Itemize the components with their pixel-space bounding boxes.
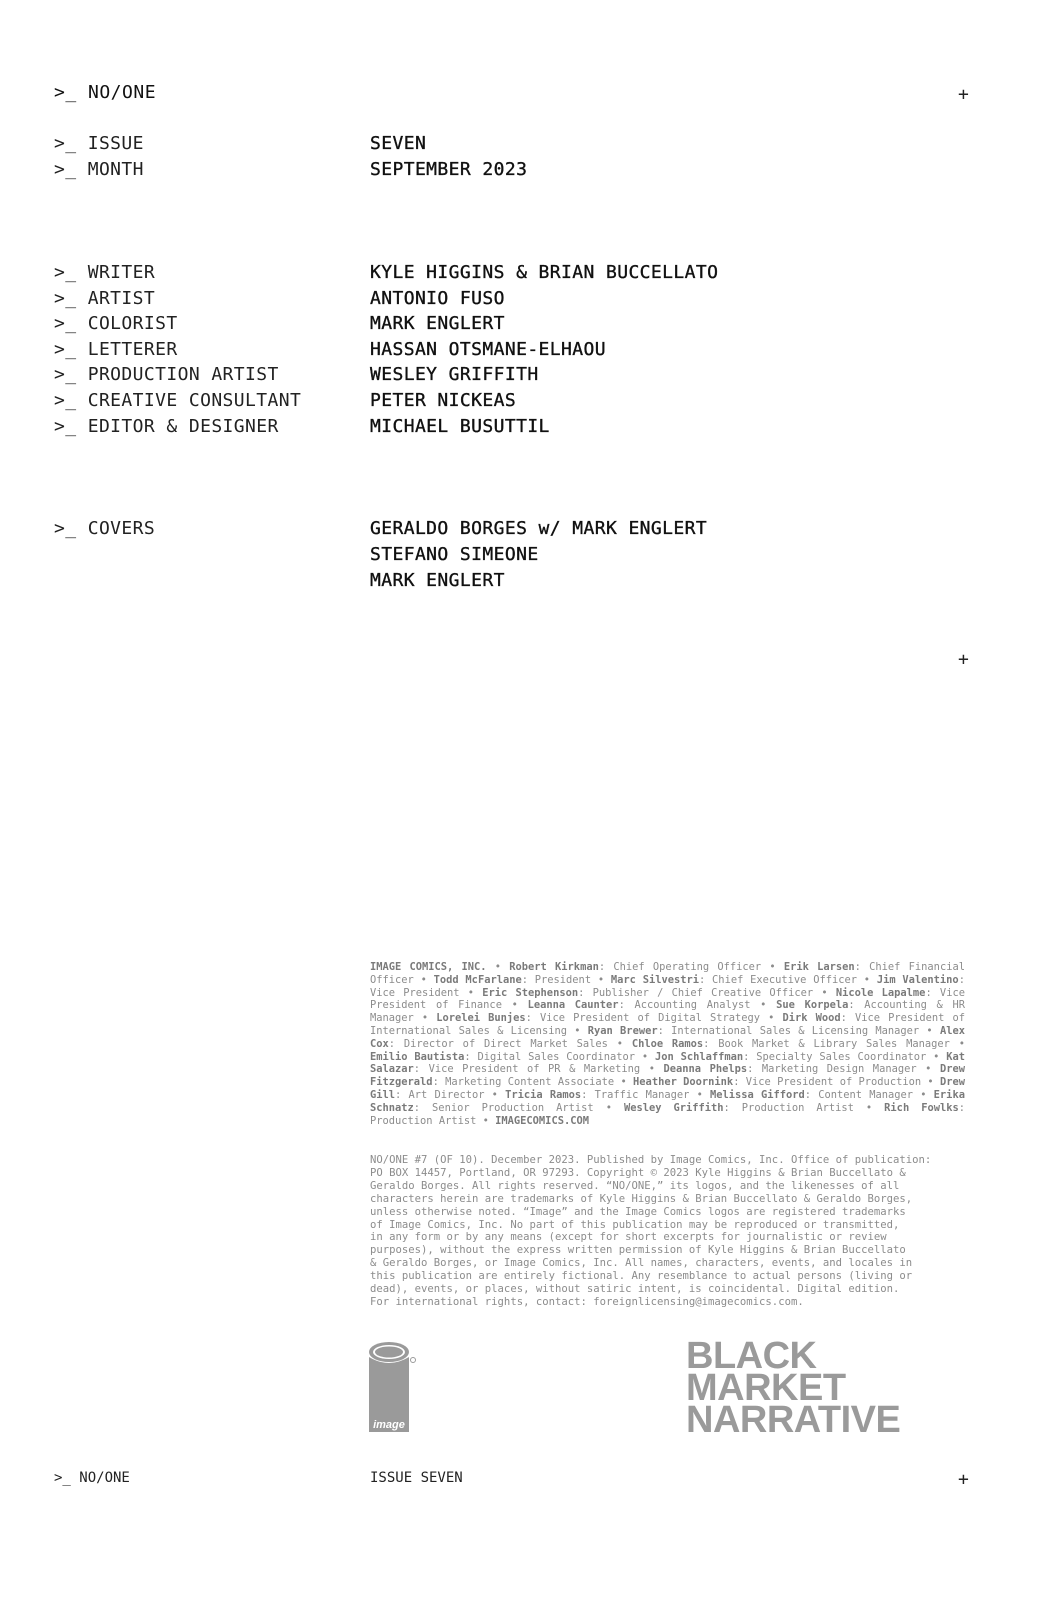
production-artist-label: >_ PRODUCTION ARTIST [54, 364, 279, 385]
legal-line: Geraldo Borges. All rights reserved. “NO/ONE,” its logos, and the likenesses of all [370, 1179, 900, 1192]
cover-artist-1: GERALDO BORGES w/ MARK ENGLERT [370, 518, 708, 539]
staff-name: Ryan Brewer [587, 1024, 658, 1037]
staff-name: Jim Valentino [876, 973, 959, 986]
staff-name: Emilio Bautista [370, 1050, 465, 1063]
staff-role: : Traffic Manager [581, 1088, 690, 1101]
editor-designer-label: >_ EDITOR & DESIGNER [54, 416, 279, 437]
staff-name: Kat Salazar [370, 1050, 965, 1076]
legal-line: unless otherwise noted. “Image” and the Image Comics logos are registered trademarks [370, 1205, 906, 1218]
staff-role: : Production Artist [370, 1101, 965, 1127]
staff-list: IMAGE COMICS, INC. • Robert Kirkman: Chief Operating Officer • Erik Larsen: Chief Financial Officer • Todd McFarlane: President • Marc Silvestri: Chief Executive Officer • Jim Valentino: Vice President • Eric Stephenson: Publisher / Chief Creative Officer • Nicole Lapalme: Vice President of Finance • Leanna Caunter: Accounting Analyst • Sue Korpela: Accounting & HR Manager • Lorelei Bunjes: Vice President of Digital Strategy • Dirk Wood: Vice President of International Sales & Licensing • Ryan Brewer: International Sales & Licensing Manager • Alex Cox: Director of Direct Market Sales • Chloe Ramos: Book Market & Library Sales Manager • Emilio Bautista: Digital Sales Coordinator • Jon Schlaffman: Specialty Sales Coordinator • Kat Salazar: Vice President of PR & Marketing • Deanna Phelps: Marketing Design Manager • Drew Fitzgerald: Marketing Content Associate • Heather Doornink: Vice President of Production • Drew Gill: Art Director • Tricia Ramos: Traffic Manager • Melissa Gifford: Content Manager • Erika Schnatz: Senior Production Artist • Wesley Griffith: Production Artist • Rich Fowlks: Production Artist • IMAGECOMICS.COM [370, 961, 966, 1127]
writer-label: >_ WRITER [54, 262, 156, 283]
staff-name: Marc Silvestri [610, 973, 700, 986]
staff-role: : Digital Sales Coordinator [464, 1050, 636, 1063]
staff-role: : Senior Production Artist [413, 1101, 594, 1114]
creative-consultant-value: PETER NICKEAS [370, 390, 517, 411]
staff-role: : Vice President [370, 973, 965, 999]
bmn-line: BLACK [686, 1335, 817, 1377]
staff-role: : Accounting & HR Manager [370, 999, 965, 1025]
production-artist-value: WESLEY GRIFFITH [370, 364, 539, 385]
staff-name: Deanna Phelps [663, 1063, 748, 1076]
issue-value: SEVEN [370, 133, 427, 154]
legal-line: this publication are entirely fictional. Any resemblance to actual persons (living or [370, 1270, 913, 1283]
staff-role: : Vice President of Production [733, 1076, 922, 1089]
staff-role: : International Sales & Licensing Manager [657, 1024, 920, 1037]
month-label: >_ MONTH [54, 159, 144, 180]
staff-role: : Book Market & Library Sales Manager [703, 1037, 950, 1050]
staff-name: Melissa Gifford [710, 1088, 805, 1101]
staff-name: Wesley Griffith [623, 1101, 724, 1114]
footer-issue: ISSUE SEVEN [370, 1470, 463, 1486]
website-link: IMAGECOMICS.COM [495, 1114, 589, 1127]
staff-role: : Vice President of Digital Strategy [525, 1012, 761, 1025]
image-comics-logo [368, 1340, 420, 1435]
staff-role: : Marketing Design Manager [747, 1063, 917, 1076]
staff-name: Sue Korpela [776, 999, 849, 1012]
staff-name: Alex Cox [370, 1024, 965, 1050]
staff-name: Erik Larsen [783, 961, 855, 973]
staff-name: Jon Schlaffman [654, 1050, 744, 1063]
legal-line: in any form or by any means (except for short excerpts for journalistic or review [370, 1231, 887, 1244]
black-market-narrative-logo [686, 1335, 901, 1441]
staff-name: Robert Kirkman [509, 961, 599, 973]
legal-line: purposes), without the express written permission of Kyle Higgins & Brian Buccellato [370, 1244, 906, 1257]
staff-role: : President [521, 973, 592, 986]
image-logo-text: image [373, 1419, 405, 1431]
staff-role: : Marketing Content Associate [432, 1076, 615, 1089]
company-name: IMAGE COMICS, INC. [370, 961, 487, 973]
staff-name: Leanna Caunter [527, 999, 619, 1012]
staff-name: Dirk Wood [782, 1012, 841, 1025]
staff-name: Erika Schnatz [370, 1088, 965, 1114]
staff-name: Rich Fowlks [884, 1101, 959, 1114]
creative-consultant-label: >_ CREATIVE CONSULTANT [54, 390, 302, 411]
bmn-line: NARRATIVE [686, 1399, 901, 1441]
staff-role: : Content Manager [804, 1088, 914, 1101]
staff-role: : Specialty Sales Coordinator [743, 1050, 927, 1063]
cover-artist-2: STEFANO SIMEONE [370, 544, 539, 565]
plus-icon: + [958, 84, 969, 105]
writer-value: KYLE HIGGINS & BRIAN BUCCELLATO [370, 262, 719, 283]
footer-title: >_ NO/ONE [54, 1470, 130, 1486]
issue-label: >_ ISSUE [54, 133, 144, 154]
staff-name: Drew Gill [370, 1076, 966, 1101]
staff-name: Todd McFarlane [433, 973, 522, 986]
letterer-value: HASSAN OTSMANE-ELHAOU [370, 339, 606, 360]
month-value: SEPTEMBER 2023 [370, 159, 528, 180]
staff-name: Nicole Lapalme [835, 986, 926, 999]
staff-role: : Publisher / Chief Creative Officer [578, 986, 814, 999]
staff-name: Lorelei Bunjes [436, 1012, 526, 1025]
legal-line: NO/ONE #7 (OF 10). December 2023. Published by Image Comics, Inc. Office of publication: [370, 1154, 932, 1166]
artist-value: ANTONIO FUSO [370, 288, 505, 309]
colorist-label: >_ COLORIST [54, 313, 178, 334]
staff-name: Heather Doornink [633, 1076, 734, 1089]
staff-role: : Director of Direct Market Sales [388, 1037, 608, 1050]
page-title: >_ NO/ONE [54, 82, 157, 103]
colorist-value: MARK ENGLERT [370, 313, 505, 334]
staff-role: : Chief Executive Officer [699, 973, 857, 986]
cover-artist-3: MARK ENGLERT [370, 570, 505, 591]
editor-designer-value: MICHAEL BUSUTTIL [370, 416, 550, 437]
staff-role: : Chief Financial Officer [370, 961, 965, 986]
legal-line: characters herein are trademarks of Kyle Higgins & Brian Buccellato & Geraldo Borges, [370, 1192, 913, 1205]
staff-role: : Accounting Analyst [618, 999, 751, 1012]
letterer-label: >_ LETTERER [54, 339, 178, 360]
staff-role: : Art Director [395, 1088, 485, 1101]
staff-name: Tricia Ramos [505, 1088, 582, 1101]
staff-role: : Vice President of Finance [370, 986, 965, 1012]
staff-role: : Vice President of PR & Marketing [413, 1063, 641, 1076]
staff-role: : Vice President of International Sales & Licensing [370, 1012, 965, 1037]
staff-role: : Production Artist [723, 1101, 854, 1114]
legal-line: & Geraldo Borges, or Image Comics, Inc. All names, characters, events, and locales in [370, 1257, 913, 1270]
plus-icon: + [958, 649, 969, 670]
bmn-line: MARKET [686, 1367, 846, 1409]
legal-line: dead), events, or places, without satiric intent, is coincidental. Digital edition. [370, 1283, 900, 1296]
legal-notice [370, 1154, 967, 1309]
artist-label: >_ ARTIST [54, 288, 156, 309]
staff-name: Chloe Ramos [631, 1037, 704, 1050]
staff-name: Drew Fitzgerald [370, 1063, 965, 1089]
covers-label: >_ COVERS [54, 518, 156, 539]
legal-line: For international rights, contact: foreignlicensing@imagecomics.com. [370, 1295, 804, 1308]
legal-line: of Image Comics, Inc. No part of this publication may be reproduced or transmitted, [370, 1218, 900, 1231]
legal-line: PO BOX 14457, Portland, OR 97293. Copyright © 2023 Kyle Higgins & Brian Buccellato & [370, 1166, 906, 1179]
plus-icon: + [958, 1469, 969, 1490]
staff-name: Eric Stephenson [482, 986, 579, 999]
staff-role: : Chief Operating Officer [598, 961, 762, 973]
